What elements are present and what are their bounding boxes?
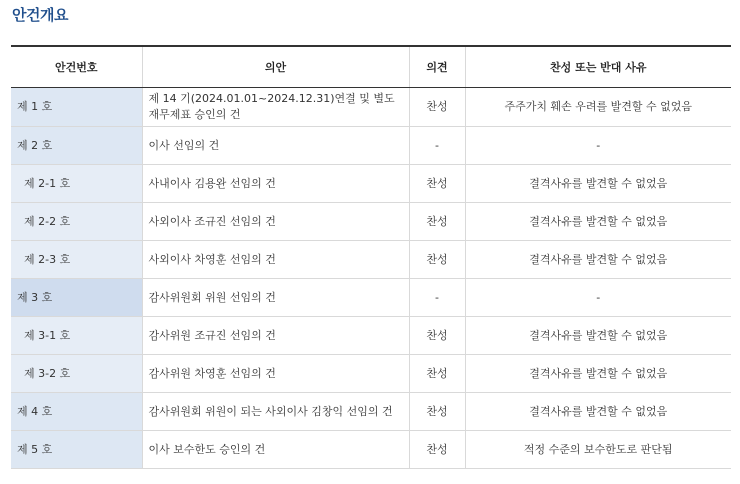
table-row: [11, 279, 731, 317]
table-row: [11, 355, 731, 393]
opinion-cell: 찬성: [409, 317, 465, 355]
opinion-cell: -: [409, 279, 465, 317]
opinion-cell: 찬성: [409, 355, 465, 393]
opinion-cell: 찬성: [409, 203, 465, 241]
opinion-cell: 찬성: [409, 241, 465, 279]
reason-cell: 주주가치 훼손 우려를 발견할 수 없었음: [465, 88, 731, 127]
table-row: [11, 317, 731, 355]
agenda-number-cell: 제 5 호: [11, 431, 142, 469]
agenda-number-cell: 제 3-1 호: [11, 317, 142, 355]
opinion-cell: 찬성: [409, 431, 465, 469]
opinion-cell: 찬성: [409, 393, 465, 431]
reason-cell: 결격사유를 발견할 수 없었음: [465, 165, 731, 203]
reason-cell: 결격사유를 발견할 수 없었음: [465, 355, 731, 393]
table-row: [11, 127, 731, 165]
agenda-title-cell: 사외이사 차영훈 선임의 건: [142, 241, 409, 279]
agenda-title-cell: 감사위원 조규진 선임의 건: [142, 317, 409, 355]
agenda-table: [11, 45, 731, 469]
opinion-cell: -: [409, 127, 465, 165]
agenda-title-cell: 이사 보수한도 승인의 건: [142, 431, 409, 469]
opinion-cell: 찬성: [409, 165, 465, 203]
reason-cell: 결격사유를 발견할 수 없었음: [465, 393, 731, 431]
agenda-title-cell: 사외이사 조규진 선임의 건: [142, 203, 409, 241]
reason-cell: 결격사유를 발견할 수 없었음: [465, 317, 731, 355]
reason-cell: 결격사유를 발견할 수 없었음: [465, 203, 731, 241]
column-header-opinion: 의견: [409, 46, 465, 88]
agenda-title-cell: 감사위원 차영훈 선임의 건: [142, 355, 409, 393]
agenda-title-cell: 감사위원회 위원이 되는 사외이사 김창익 선임의 건: [142, 393, 409, 431]
table-row: [11, 241, 731, 279]
column-header-number: 안건번호: [11, 46, 142, 88]
table-row: [11, 165, 731, 203]
page-title: 안건개요: [12, 6, 68, 24]
table-row: [11, 431, 731, 469]
agenda-number-cell: 제 4 호: [11, 393, 142, 431]
column-header-reason: 찬성 또는 반대 사유: [465, 46, 731, 88]
reason-cell: -: [465, 279, 731, 317]
table-row: [11, 393, 731, 431]
agenda-title-cell: 이사 선임의 건: [142, 127, 409, 165]
agenda-title-cell: 제 14 기(2024.01.01~2024.12.31)연결 및 별도재무제표 승인의 건: [142, 88, 409, 127]
table-row: [11, 203, 731, 241]
opinion-cell: 찬성: [409, 88, 465, 127]
agenda-number-cell: 제 2-2 호: [11, 203, 142, 241]
table-row: [11, 88, 731, 127]
reason-cell: 결격사유를 발견할 수 없었음: [465, 241, 731, 279]
agenda-number-cell: 제 3-2 호: [11, 355, 142, 393]
agenda-title-cell: 감사위원회 위원 선임의 건: [142, 279, 409, 317]
agenda-number-cell: 제 2-3 호: [11, 241, 142, 279]
agenda-number-cell: 제 2 호: [11, 127, 142, 165]
reason-cell: 적정 수준의 보수한도로 판단됨: [465, 431, 731, 469]
table-header-row: [11, 46, 731, 88]
column-header-agenda: 의안: [142, 46, 409, 88]
agenda-number-cell: 제 1 호: [11, 88, 142, 127]
agenda-title-cell: 사내이사 김용완 선임의 건: [142, 165, 409, 203]
agenda-number-cell: 제 2-1 호: [11, 165, 142, 203]
agenda-number-cell: 제 3 호: [11, 279, 142, 317]
reason-cell: -: [465, 127, 731, 165]
